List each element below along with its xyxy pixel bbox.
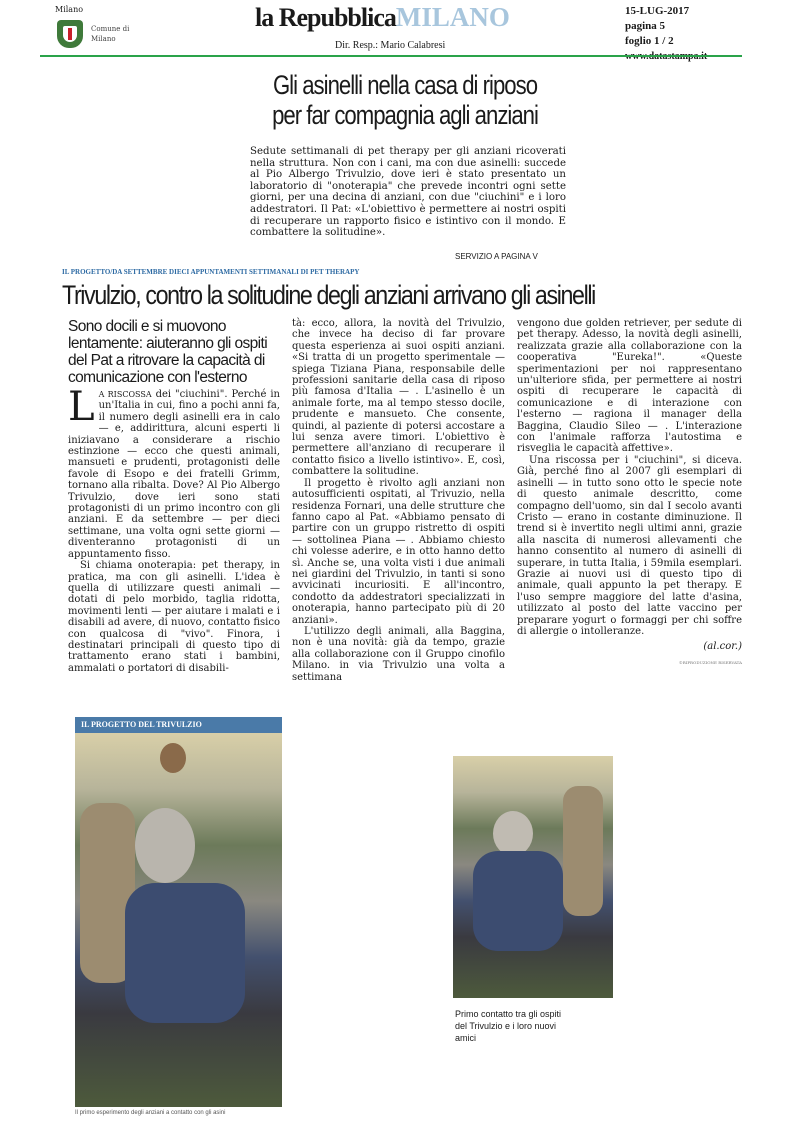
photo-caption: Primo contatto tra gli ospiti del Trivulzio e i loro nuovi amici xyxy=(455,1009,562,1043)
donkey xyxy=(563,786,603,916)
paragraph-text: dei "ciuchini". Perché in un'Italia in cui, fino a pochi anni fa, il numero degli asinelli era in calo — e, addirittura, alcuni esperti li iniziavano a considerare a rischio estinzione — ecco che questi animali, mansueti e prudenti, protagonisti delle favole di Esopo e dei fratelli Grimm, tornano alla ribalta. Dove? Al Pio Albergo Trivulzio, dove ieri sono stati protagonisti di un primo incontro con gli anziani. E da settembre — per dieci settimane, una volta ogni sette giorni — diventeranno protagonisti di un appuntamento fisso. xyxy=(68,389,281,560)
photo-caption: Il primo esperimento degli anziani a contatto con gli asini xyxy=(75,1110,226,1116)
front-title-line: Gli asinelli nella casa di riposo xyxy=(272,70,538,100)
city-label: Milano xyxy=(55,5,84,14)
person-head xyxy=(135,808,195,883)
article-kicker: IL PROGETTO/DA SETTEMBRE DIECI APPUNTAMENTI SETTIMANALI DI PET THERAPY xyxy=(62,268,360,276)
article-headline: Trivulzio, contro la solitudine degli anziani arrivano gli asinelli xyxy=(62,280,595,310)
milano-crest-icon xyxy=(57,20,83,48)
header-divider xyxy=(40,55,742,57)
photo-box-label: IL PROGETTO DEL TRIVULZIO xyxy=(75,717,282,733)
photo-elderly-with-donkey xyxy=(75,733,282,1107)
masthead-name: la Repubblica xyxy=(255,3,396,32)
paragraph xyxy=(68,384,281,560)
director-line: Dir. Resp.: Mario Calabresi xyxy=(335,40,446,51)
byline: (al.cor.) xyxy=(703,641,742,653)
paragraph: vengono due golden retriever, per sedute di pet therapy. Adesso, la novità degli asinelli, realizzata grazie alla collaborazione con la cooperativa "Eureka!". «Queste sperimentazioni per noi rappresentano un'ulteriore sfida, per permettere ai nostri ospiti di recuperare le capacità di comunicazione e di interazione con l'esterno — ragiona il manager della Baggina, Claudio Sileo — . L'interazione con l'animale rafforza l'autostima e risveglia le capacità affettive». xyxy=(517,318,742,455)
article-column-2 xyxy=(292,318,505,683)
person-head xyxy=(493,811,533,856)
paragraph: L'utilizzo degli animali, alla Baggina, non è una novità: già da tempo, grazie alla collaborazione con il Gruppo cinofilo Milano. in via Trivulzio una volta a settimana xyxy=(292,625,505,683)
person-body xyxy=(473,851,563,951)
paragraph: tà: ecco, allora, la novità del Trivulzio, che invece ha deciso di far provare questa esperienza ai suoi ospiti anziani. «Si tratta di un progetto sperimentale — spiega Tiziana Piana, responsabile delle professioni sanitarie della casa di riposo più famosa d'Italia — . L'asinello è un animale forte, ma al tempo stesso docile, prudente e mansueto. Che consente, quindi, al paziente di potersi accostare a lui senza avere timori. L'obiettivo è permettere all'anziano di recuperare il contatto fisico a livello istintivo». E, così, combattere la solitudine. xyxy=(292,318,505,478)
sheet-number: foglio 1 / 2 xyxy=(625,35,674,47)
article-deck: Sono docili e si muovono lentamente: aiuteranno gli ospiti del Pat a ritrovare la capacità di comunicazione con l'esterno xyxy=(68,318,268,386)
paragraph: Una riscossa per i "ciuchini", si diceva. Già, perché fino al 2007 gli esemplari di asinelli — in tutto sono otto le specie note di questo animale descritto, come compagno dell'uomo, sin dal I secolo avanti Cristo — erano in costante diminuzione. Il trend si è invertito negli ultimi anni, grazie alla nascita di numerosi allevamenti che hanno consentito al numero di asinelli di superare, in tutta Italia, i 59mila esemplari. Grazie ai nuovi usi di questo tipo di animale, quali appunto la pet therapy. E l'uso sempre maggiore del latte d'asina, utilizzato al posto del latte vaccino per preparare yogurt o formaggi per chi soffre di allergie o intolleranze. xyxy=(517,454,742,637)
photo-first-contact xyxy=(453,756,613,998)
masthead-edition: MILANO xyxy=(395,2,510,32)
page-reference: SERVIZIO A PAGINA V xyxy=(455,252,538,261)
comune-label: Comune di Milano xyxy=(91,25,130,43)
person-head xyxy=(160,743,186,773)
front-title xyxy=(237,70,573,130)
date: 15-LUG-2017 xyxy=(625,5,690,17)
masthead xyxy=(255,2,510,33)
page-number: pagina 5 xyxy=(625,20,666,32)
article-column-1 xyxy=(68,318,280,674)
front-title-line: per far compagnia agli anziani xyxy=(272,100,538,130)
paragraph: Il progetto è rivolto agli anziani non autosufficienti ospitati, al Trivuzio, nella residenza Fornari, una delle strutture che fanno capo al Pat. «Abbiamo pensato di partire con un gruppo ristretto di ospiti — sottolinea Piana — . Abbiamo chiesto chi volesse aderire, e in otto hanno detto sì. Anche se, una volta visti i due animali nei giardini del Trivulzio, in tanti si sono avvicinati incuriositi. E all'incontro, condotto da addestratori specializzati in onoterapia, hanno partecipato più di 20 anziani». xyxy=(292,477,505,626)
photo-box xyxy=(75,717,282,1107)
smallcaps-lead: A RISCOSSA xyxy=(98,390,152,399)
dropcap: L xyxy=(68,384,95,430)
person-body xyxy=(125,883,245,1023)
copyright-note: ©RIPRODUZIONE RISERVATA xyxy=(678,659,742,665)
front-intro: Sedute settimanali di pet therapy per gli anziani ricoverati nella struttura. Non con i cani, ma con due asinelli: succede al Pio Albergo Trivulzio, dove ieri è stato presentato un laboratorio di "onoterapia" che prevede incontri ogni sette giorni, per una decina di anziani, con due "ciuchini" e i loro addestratori. Il Pat: «L'obiettivo è permettere ai nostri ospiti di recuperare un rapporto fisico e istintivo con il mondo. E combattere la solitudine». xyxy=(250,146,566,239)
article-column-3 xyxy=(517,318,742,668)
paragraph: Si chiama onoterapia: pet therapy, in pratica, ma con gli asinelli. L'idea è quella di utilizzare questi animali — dotati di pelo morbido, taglia ridotta, movimenti lenti — per aiutare i malati e i disabili ad avere, di nuovo, contatto fisico con qualcosa di "vivo". Finora, i destinatari principali di questo tipo di trattamento erano stati i bambini, ammalati o portatori di disabili- xyxy=(68,560,280,674)
